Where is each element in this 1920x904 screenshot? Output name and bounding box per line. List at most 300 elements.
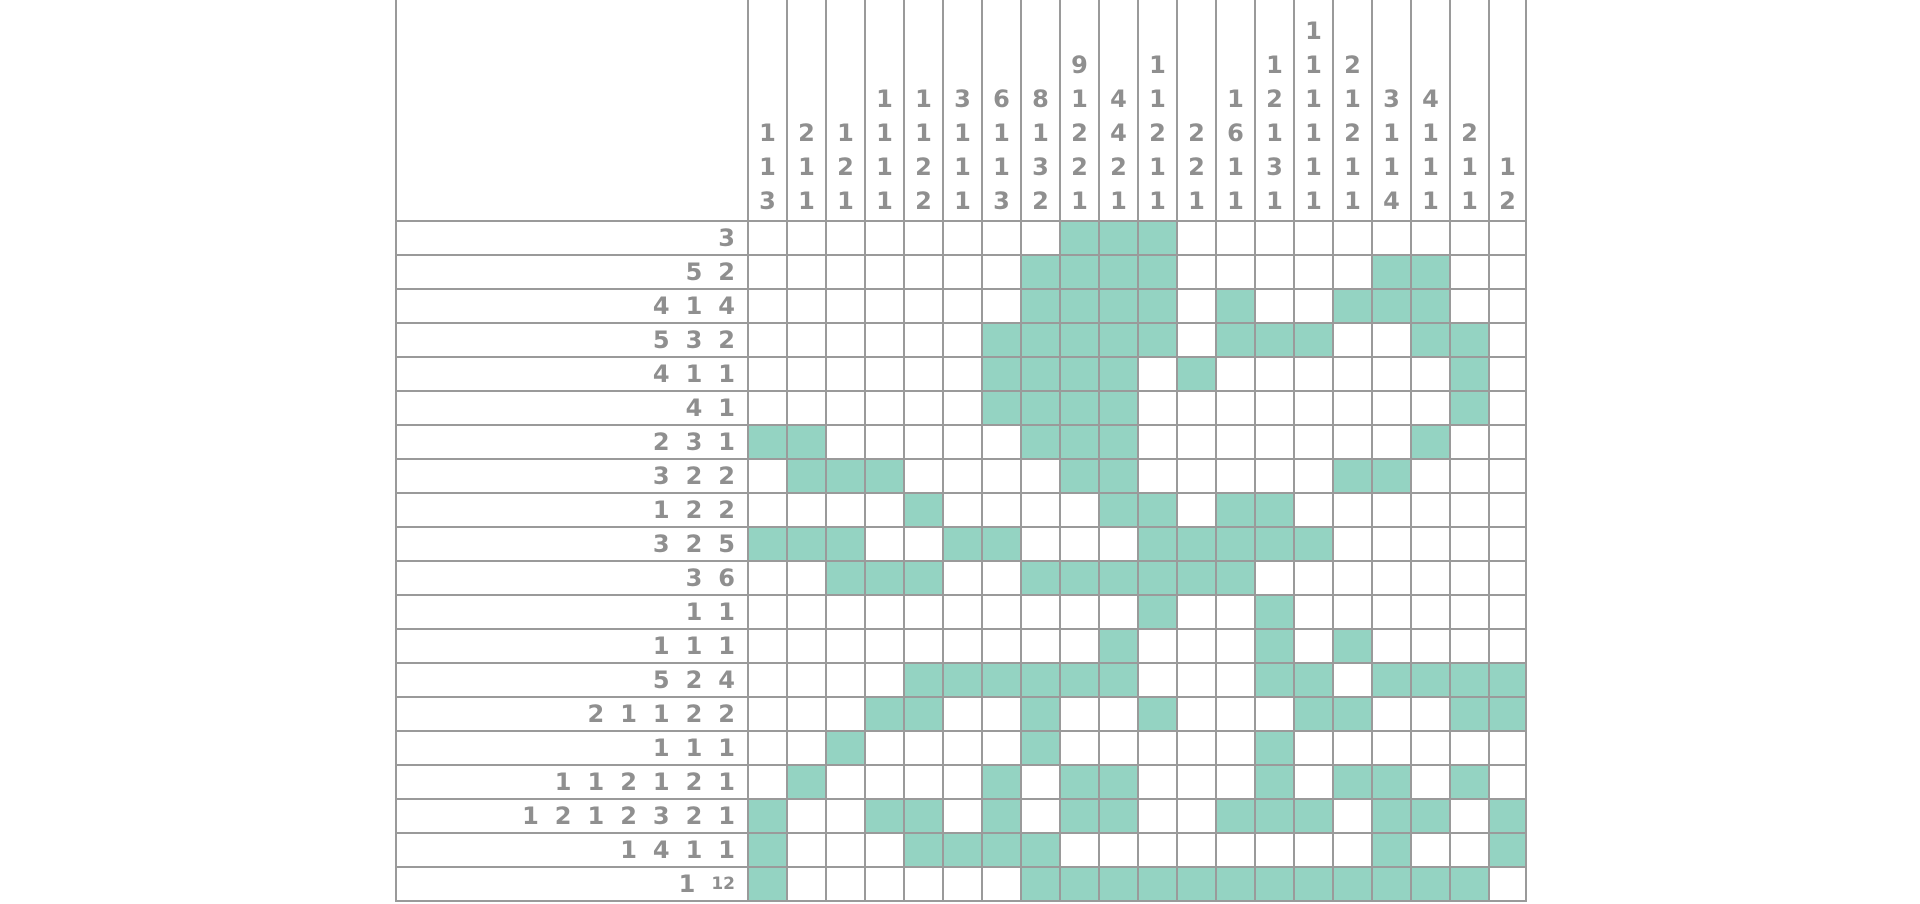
empty-cell[interactable] bbox=[825, 324, 864, 358]
empty-cell[interactable] bbox=[942, 596, 981, 630]
empty-cell[interactable] bbox=[1293, 732, 1332, 766]
empty-cell[interactable] bbox=[1371, 630, 1410, 664]
filled-cell[interactable] bbox=[942, 528, 981, 562]
empty-cell[interactable] bbox=[1020, 494, 1059, 528]
empty-cell[interactable] bbox=[786, 256, 825, 290]
filled-cell[interactable] bbox=[1410, 868, 1449, 902]
empty-cell[interactable] bbox=[825, 494, 864, 528]
empty-cell[interactable] bbox=[1137, 358, 1176, 392]
filled-cell[interactable] bbox=[981, 358, 1020, 392]
empty-cell[interactable] bbox=[825, 290, 864, 324]
empty-cell[interactable] bbox=[1020, 222, 1059, 256]
empty-cell[interactable] bbox=[1293, 562, 1332, 596]
empty-cell[interactable] bbox=[1254, 256, 1293, 290]
filled-cell[interactable] bbox=[903, 800, 942, 834]
filled-cell[interactable] bbox=[1098, 630, 1137, 664]
filled-cell[interactable] bbox=[1254, 766, 1293, 800]
empty-cell[interactable] bbox=[1176, 596, 1215, 630]
filled-cell[interactable] bbox=[1098, 562, 1137, 596]
filled-cell[interactable] bbox=[1098, 392, 1137, 426]
filled-cell[interactable] bbox=[1020, 698, 1059, 732]
empty-cell[interactable] bbox=[942, 426, 981, 460]
empty-cell[interactable] bbox=[1410, 698, 1449, 732]
empty-cell[interactable] bbox=[903, 460, 942, 494]
empty-cell[interactable] bbox=[903, 596, 942, 630]
empty-cell[interactable] bbox=[1215, 426, 1254, 460]
empty-cell[interactable] bbox=[786, 358, 825, 392]
empty-cell[interactable] bbox=[1254, 392, 1293, 426]
empty-cell[interactable] bbox=[825, 868, 864, 902]
empty-cell[interactable] bbox=[942, 324, 981, 358]
empty-cell[interactable] bbox=[1371, 358, 1410, 392]
empty-cell[interactable] bbox=[1449, 596, 1488, 630]
filled-cell[interactable] bbox=[1020, 358, 1059, 392]
filled-cell[interactable] bbox=[903, 494, 942, 528]
empty-cell[interactable] bbox=[1293, 392, 1332, 426]
empty-cell[interactable] bbox=[747, 358, 786, 392]
filled-cell[interactable] bbox=[1410, 426, 1449, 460]
empty-cell[interactable] bbox=[1371, 426, 1410, 460]
empty-cell[interactable] bbox=[1020, 460, 1059, 494]
empty-cell[interactable] bbox=[942, 358, 981, 392]
filled-cell[interactable] bbox=[1332, 460, 1371, 494]
empty-cell[interactable] bbox=[1137, 664, 1176, 698]
filled-cell[interactable] bbox=[1332, 698, 1371, 732]
empty-cell[interactable] bbox=[1371, 222, 1410, 256]
filled-cell[interactable] bbox=[1215, 868, 1254, 902]
filled-cell[interactable] bbox=[1059, 358, 1098, 392]
empty-cell[interactable] bbox=[1176, 324, 1215, 358]
empty-cell[interactable] bbox=[747, 732, 786, 766]
empty-cell[interactable] bbox=[1410, 562, 1449, 596]
empty-cell[interactable] bbox=[1449, 562, 1488, 596]
empty-cell[interactable] bbox=[1098, 698, 1137, 732]
filled-cell[interactable] bbox=[1020, 392, 1059, 426]
filled-cell[interactable] bbox=[786, 528, 825, 562]
empty-cell[interactable] bbox=[1176, 766, 1215, 800]
empty-cell[interactable] bbox=[1176, 290, 1215, 324]
filled-cell[interactable] bbox=[1098, 800, 1137, 834]
empty-cell[interactable] bbox=[864, 426, 903, 460]
empty-cell[interactable] bbox=[1020, 800, 1059, 834]
empty-cell[interactable] bbox=[1410, 222, 1449, 256]
empty-cell[interactable] bbox=[1215, 630, 1254, 664]
filled-cell[interactable] bbox=[1332, 766, 1371, 800]
empty-cell[interactable] bbox=[1449, 460, 1488, 494]
empty-cell[interactable] bbox=[1371, 392, 1410, 426]
empty-cell[interactable] bbox=[1176, 630, 1215, 664]
empty-cell[interactable] bbox=[981, 494, 1020, 528]
filled-cell[interactable] bbox=[981, 392, 1020, 426]
filled-cell[interactable] bbox=[1332, 290, 1371, 324]
empty-cell[interactable] bbox=[1293, 222, 1332, 256]
filled-cell[interactable] bbox=[981, 766, 1020, 800]
empty-cell[interactable] bbox=[1020, 528, 1059, 562]
empty-cell[interactable] bbox=[1410, 528, 1449, 562]
filled-cell[interactable] bbox=[1098, 766, 1137, 800]
filled-cell[interactable] bbox=[1254, 868, 1293, 902]
empty-cell[interactable] bbox=[1176, 732, 1215, 766]
empty-cell[interactable] bbox=[1293, 834, 1332, 868]
filled-cell[interactable] bbox=[1254, 494, 1293, 528]
filled-cell[interactable] bbox=[1098, 222, 1137, 256]
empty-cell[interactable] bbox=[1293, 494, 1332, 528]
empty-cell[interactable] bbox=[1293, 460, 1332, 494]
filled-cell[interactable] bbox=[1137, 222, 1176, 256]
empty-cell[interactable] bbox=[981, 290, 1020, 324]
filled-cell[interactable] bbox=[1176, 562, 1215, 596]
empty-cell[interactable] bbox=[864, 834, 903, 868]
empty-cell[interactable] bbox=[825, 596, 864, 630]
filled-cell[interactable] bbox=[1410, 324, 1449, 358]
empty-cell[interactable] bbox=[1020, 766, 1059, 800]
filled-cell[interactable] bbox=[981, 834, 1020, 868]
empty-cell[interactable] bbox=[747, 324, 786, 358]
empty-cell[interactable] bbox=[1488, 732, 1527, 766]
filled-cell[interactable] bbox=[1215, 290, 1254, 324]
filled-cell[interactable] bbox=[1020, 868, 1059, 902]
filled-cell[interactable] bbox=[981, 800, 1020, 834]
empty-cell[interactable] bbox=[1176, 392, 1215, 426]
empty-cell[interactable] bbox=[942, 698, 981, 732]
filled-cell[interactable] bbox=[1215, 494, 1254, 528]
empty-cell[interactable] bbox=[903, 256, 942, 290]
empty-cell[interactable] bbox=[1488, 630, 1527, 664]
empty-cell[interactable] bbox=[1215, 358, 1254, 392]
empty-cell[interactable] bbox=[825, 222, 864, 256]
filled-cell[interactable] bbox=[1137, 256, 1176, 290]
empty-cell[interactable] bbox=[864, 528, 903, 562]
empty-cell[interactable] bbox=[786, 596, 825, 630]
filled-cell[interactable] bbox=[864, 460, 903, 494]
filled-cell[interactable] bbox=[1020, 256, 1059, 290]
empty-cell[interactable] bbox=[1488, 222, 1527, 256]
empty-cell[interactable] bbox=[942, 460, 981, 494]
empty-cell[interactable] bbox=[942, 766, 981, 800]
empty-cell[interactable] bbox=[1176, 698, 1215, 732]
empty-cell[interactable] bbox=[1098, 596, 1137, 630]
empty-cell[interactable] bbox=[1449, 494, 1488, 528]
empty-cell[interactable] bbox=[981, 596, 1020, 630]
filled-cell[interactable] bbox=[1254, 596, 1293, 630]
empty-cell[interactable] bbox=[747, 630, 786, 664]
filled-cell[interactable] bbox=[981, 664, 1020, 698]
empty-cell[interactable] bbox=[903, 290, 942, 324]
filled-cell[interactable] bbox=[1254, 324, 1293, 358]
filled-cell[interactable] bbox=[1293, 698, 1332, 732]
empty-cell[interactable] bbox=[1449, 426, 1488, 460]
filled-cell[interactable] bbox=[1215, 324, 1254, 358]
empty-cell[interactable] bbox=[825, 256, 864, 290]
empty-cell[interactable] bbox=[1137, 800, 1176, 834]
filled-cell[interactable] bbox=[1293, 528, 1332, 562]
filled-cell[interactable] bbox=[903, 664, 942, 698]
empty-cell[interactable] bbox=[747, 766, 786, 800]
empty-cell[interactable] bbox=[981, 256, 1020, 290]
empty-cell[interactable] bbox=[1215, 766, 1254, 800]
empty-cell[interactable] bbox=[786, 562, 825, 596]
empty-cell[interactable] bbox=[903, 324, 942, 358]
empty-cell[interactable] bbox=[864, 324, 903, 358]
filled-cell[interactable] bbox=[1137, 868, 1176, 902]
empty-cell[interactable] bbox=[786, 800, 825, 834]
filled-cell[interactable] bbox=[1020, 732, 1059, 766]
filled-cell[interactable] bbox=[1293, 324, 1332, 358]
empty-cell[interactable] bbox=[942, 630, 981, 664]
filled-cell[interactable] bbox=[1176, 358, 1215, 392]
empty-cell[interactable] bbox=[1215, 460, 1254, 494]
empty-cell[interactable] bbox=[864, 596, 903, 630]
filled-cell[interactable] bbox=[1488, 834, 1527, 868]
empty-cell[interactable] bbox=[864, 664, 903, 698]
filled-cell[interactable] bbox=[1098, 494, 1137, 528]
empty-cell[interactable] bbox=[864, 868, 903, 902]
empty-cell[interactable] bbox=[1410, 732, 1449, 766]
filled-cell[interactable] bbox=[1254, 528, 1293, 562]
empty-cell[interactable] bbox=[747, 392, 786, 426]
empty-cell[interactable] bbox=[1332, 324, 1371, 358]
empty-cell[interactable] bbox=[1410, 358, 1449, 392]
empty-cell[interactable] bbox=[981, 732, 1020, 766]
empty-cell[interactable] bbox=[942, 562, 981, 596]
filled-cell[interactable] bbox=[1488, 664, 1527, 698]
filled-cell[interactable] bbox=[1176, 528, 1215, 562]
empty-cell[interactable] bbox=[1488, 290, 1527, 324]
empty-cell[interactable] bbox=[1488, 766, 1527, 800]
empty-cell[interactable] bbox=[1098, 528, 1137, 562]
empty-cell[interactable] bbox=[1371, 324, 1410, 358]
filled-cell[interactable] bbox=[1332, 630, 1371, 664]
empty-cell[interactable] bbox=[1449, 630, 1488, 664]
empty-cell[interactable] bbox=[1449, 256, 1488, 290]
empty-cell[interactable] bbox=[1215, 222, 1254, 256]
filled-cell[interactable] bbox=[1293, 868, 1332, 902]
empty-cell[interactable] bbox=[1176, 222, 1215, 256]
filled-cell[interactable] bbox=[864, 562, 903, 596]
empty-cell[interactable] bbox=[1449, 834, 1488, 868]
empty-cell[interactable] bbox=[747, 596, 786, 630]
filled-cell[interactable] bbox=[1098, 256, 1137, 290]
empty-cell[interactable] bbox=[747, 562, 786, 596]
empty-cell[interactable] bbox=[1293, 358, 1332, 392]
empty-cell[interactable] bbox=[1371, 698, 1410, 732]
empty-cell[interactable] bbox=[903, 358, 942, 392]
filled-cell[interactable] bbox=[1254, 732, 1293, 766]
empty-cell[interactable] bbox=[825, 834, 864, 868]
filled-cell[interactable] bbox=[1098, 426, 1137, 460]
filled-cell[interactable] bbox=[747, 868, 786, 902]
empty-cell[interactable] bbox=[1488, 868, 1527, 902]
empty-cell[interactable] bbox=[1293, 426, 1332, 460]
empty-cell[interactable] bbox=[786, 494, 825, 528]
empty-cell[interactable] bbox=[1332, 256, 1371, 290]
filled-cell[interactable] bbox=[903, 834, 942, 868]
empty-cell[interactable] bbox=[825, 630, 864, 664]
filled-cell[interactable] bbox=[1449, 868, 1488, 902]
empty-cell[interactable] bbox=[1449, 800, 1488, 834]
filled-cell[interactable] bbox=[1410, 800, 1449, 834]
empty-cell[interactable] bbox=[1254, 562, 1293, 596]
filled-cell[interactable] bbox=[1098, 460, 1137, 494]
empty-cell[interactable] bbox=[1332, 800, 1371, 834]
filled-cell[interactable] bbox=[942, 664, 981, 698]
filled-cell[interactable] bbox=[1449, 324, 1488, 358]
empty-cell[interactable] bbox=[747, 256, 786, 290]
empty-cell[interactable] bbox=[1488, 358, 1527, 392]
filled-cell[interactable] bbox=[1020, 562, 1059, 596]
empty-cell[interactable] bbox=[1215, 596, 1254, 630]
filled-cell[interactable] bbox=[1293, 664, 1332, 698]
filled-cell[interactable] bbox=[1059, 290, 1098, 324]
empty-cell[interactable] bbox=[786, 392, 825, 426]
filled-cell[interactable] bbox=[1059, 868, 1098, 902]
filled-cell[interactable] bbox=[903, 698, 942, 732]
empty-cell[interactable] bbox=[981, 630, 1020, 664]
empty-cell[interactable] bbox=[786, 664, 825, 698]
empty-cell[interactable] bbox=[1410, 596, 1449, 630]
empty-cell[interactable] bbox=[1410, 630, 1449, 664]
empty-cell[interactable] bbox=[903, 222, 942, 256]
empty-cell[interactable] bbox=[981, 222, 1020, 256]
empty-cell[interactable] bbox=[1332, 358, 1371, 392]
empty-cell[interactable] bbox=[825, 698, 864, 732]
empty-cell[interactable] bbox=[747, 222, 786, 256]
empty-cell[interactable] bbox=[1410, 766, 1449, 800]
empty-cell[interactable] bbox=[786, 868, 825, 902]
filled-cell[interactable] bbox=[1488, 800, 1527, 834]
filled-cell[interactable] bbox=[825, 460, 864, 494]
empty-cell[interactable] bbox=[1254, 290, 1293, 324]
filled-cell[interactable] bbox=[1137, 528, 1176, 562]
empty-cell[interactable] bbox=[981, 868, 1020, 902]
empty-cell[interactable] bbox=[864, 732, 903, 766]
empty-cell[interactable] bbox=[942, 868, 981, 902]
empty-cell[interactable] bbox=[1410, 392, 1449, 426]
empty-cell[interactable] bbox=[903, 426, 942, 460]
empty-cell[interactable] bbox=[1215, 732, 1254, 766]
filled-cell[interactable] bbox=[1449, 766, 1488, 800]
empty-cell[interactable] bbox=[1488, 460, 1527, 494]
empty-cell[interactable] bbox=[1332, 732, 1371, 766]
empty-cell[interactable] bbox=[981, 698, 1020, 732]
empty-cell[interactable] bbox=[864, 630, 903, 664]
filled-cell[interactable] bbox=[1059, 664, 1098, 698]
empty-cell[interactable] bbox=[1059, 834, 1098, 868]
filled-cell[interactable] bbox=[1020, 834, 1059, 868]
empty-cell[interactable] bbox=[747, 494, 786, 528]
filled-cell[interactable] bbox=[1371, 834, 1410, 868]
filled-cell[interactable] bbox=[981, 324, 1020, 358]
empty-cell[interactable] bbox=[786, 698, 825, 732]
empty-cell[interactable] bbox=[1332, 834, 1371, 868]
empty-cell[interactable] bbox=[825, 766, 864, 800]
filled-cell[interactable] bbox=[1449, 698, 1488, 732]
empty-cell[interactable] bbox=[1215, 698, 1254, 732]
empty-cell[interactable] bbox=[1137, 460, 1176, 494]
empty-cell[interactable] bbox=[1098, 834, 1137, 868]
filled-cell[interactable] bbox=[1098, 290, 1137, 324]
filled-cell[interactable] bbox=[1137, 494, 1176, 528]
filled-cell[interactable] bbox=[747, 834, 786, 868]
filled-cell[interactable] bbox=[1449, 664, 1488, 698]
empty-cell[interactable] bbox=[1176, 800, 1215, 834]
empty-cell[interactable] bbox=[1215, 664, 1254, 698]
empty-cell[interactable] bbox=[903, 732, 942, 766]
filled-cell[interactable] bbox=[1215, 562, 1254, 596]
empty-cell[interactable] bbox=[1137, 630, 1176, 664]
empty-cell[interactable] bbox=[942, 494, 981, 528]
empty-cell[interactable] bbox=[1332, 222, 1371, 256]
empty-cell[interactable] bbox=[747, 698, 786, 732]
empty-cell[interactable] bbox=[1449, 290, 1488, 324]
filled-cell[interactable] bbox=[1332, 868, 1371, 902]
filled-cell[interactable] bbox=[1098, 358, 1137, 392]
empty-cell[interactable] bbox=[864, 222, 903, 256]
filled-cell[interactable] bbox=[825, 528, 864, 562]
empty-cell[interactable] bbox=[1254, 222, 1293, 256]
empty-cell[interactable] bbox=[786, 324, 825, 358]
empty-cell[interactable] bbox=[747, 664, 786, 698]
filled-cell[interactable] bbox=[1137, 562, 1176, 596]
filled-cell[interactable] bbox=[942, 834, 981, 868]
filled-cell[interactable] bbox=[1449, 392, 1488, 426]
empty-cell[interactable] bbox=[1371, 494, 1410, 528]
filled-cell[interactable] bbox=[1059, 426, 1098, 460]
empty-cell[interactable] bbox=[903, 392, 942, 426]
empty-cell[interactable] bbox=[1176, 494, 1215, 528]
filled-cell[interactable] bbox=[1137, 698, 1176, 732]
empty-cell[interactable] bbox=[1332, 664, 1371, 698]
filled-cell[interactable] bbox=[1371, 800, 1410, 834]
empty-cell[interactable] bbox=[1371, 528, 1410, 562]
empty-cell[interactable] bbox=[1332, 596, 1371, 630]
filled-cell[interactable] bbox=[1059, 766, 1098, 800]
filled-cell[interactable] bbox=[1098, 324, 1137, 358]
empty-cell[interactable] bbox=[1176, 834, 1215, 868]
empty-cell[interactable] bbox=[942, 222, 981, 256]
empty-cell[interactable] bbox=[1488, 392, 1527, 426]
empty-cell[interactable] bbox=[864, 256, 903, 290]
filled-cell[interactable] bbox=[825, 562, 864, 596]
filled-cell[interactable] bbox=[1059, 562, 1098, 596]
filled-cell[interactable] bbox=[1488, 698, 1527, 732]
empty-cell[interactable] bbox=[1293, 290, 1332, 324]
empty-cell[interactable] bbox=[1488, 494, 1527, 528]
empty-cell[interactable] bbox=[864, 494, 903, 528]
filled-cell[interactable] bbox=[1176, 868, 1215, 902]
empty-cell[interactable] bbox=[1137, 766, 1176, 800]
empty-cell[interactable] bbox=[1215, 392, 1254, 426]
empty-cell[interactable] bbox=[1449, 732, 1488, 766]
filled-cell[interactable] bbox=[864, 698, 903, 732]
filled-cell[interactable] bbox=[747, 426, 786, 460]
filled-cell[interactable] bbox=[1020, 324, 1059, 358]
filled-cell[interactable] bbox=[1254, 800, 1293, 834]
empty-cell[interactable] bbox=[1059, 630, 1098, 664]
filled-cell[interactable] bbox=[981, 528, 1020, 562]
empty-cell[interactable] bbox=[864, 290, 903, 324]
filled-cell[interactable] bbox=[1371, 868, 1410, 902]
filled-cell[interactable] bbox=[1215, 800, 1254, 834]
empty-cell[interactable] bbox=[903, 528, 942, 562]
empty-cell[interactable] bbox=[1410, 494, 1449, 528]
filled-cell[interactable] bbox=[1020, 426, 1059, 460]
filled-cell[interactable] bbox=[1137, 596, 1176, 630]
empty-cell[interactable] bbox=[903, 630, 942, 664]
empty-cell[interactable] bbox=[825, 664, 864, 698]
filled-cell[interactable] bbox=[1059, 222, 1098, 256]
empty-cell[interactable] bbox=[786, 630, 825, 664]
